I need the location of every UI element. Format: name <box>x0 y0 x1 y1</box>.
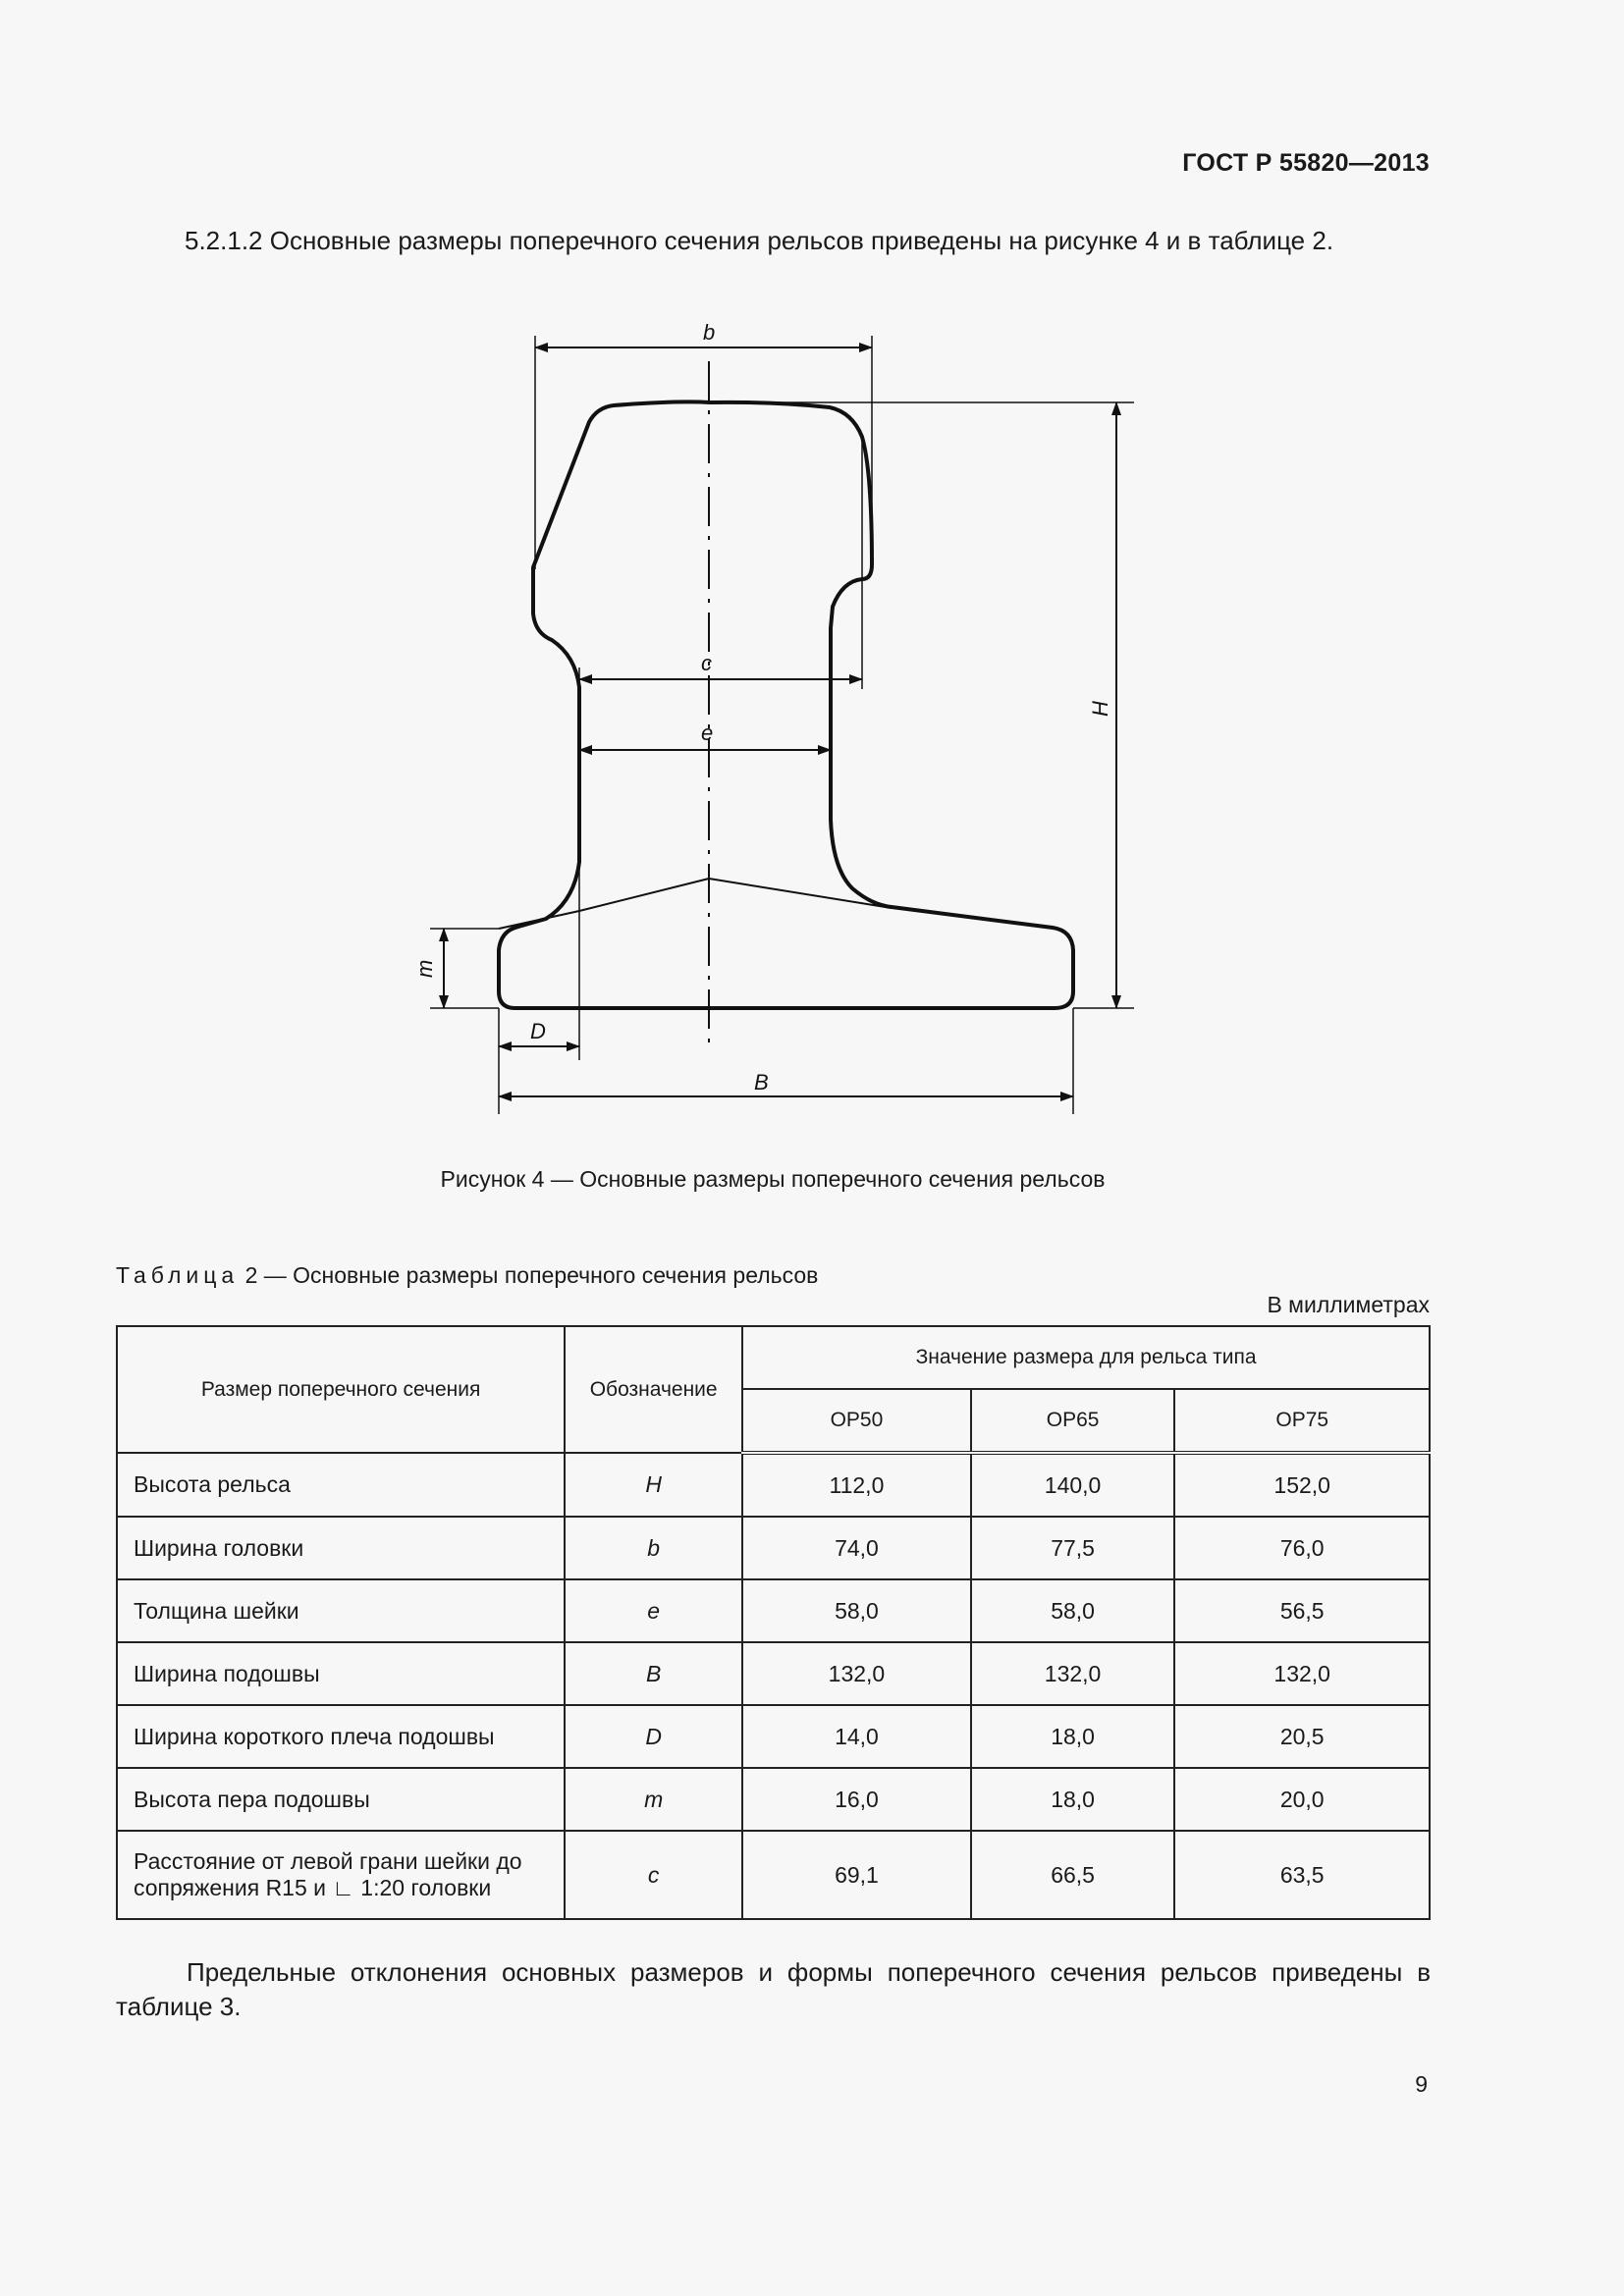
header-value-group: Значение размера для рельса типа <box>742 1326 1430 1389</box>
row-value: 20,0 <box>1174 1768 1430 1831</box>
label-D: D <box>530 1019 546 1043</box>
label-H: H <box>1088 701 1112 717</box>
table-title <box>116 1262 818 1289</box>
table-row <box>117 1831 1430 1919</box>
figure-caption: Рисунок 4 — Основные размеры поперечного сечения рельсов <box>440 1166 1106 1192</box>
header-size: Размер поперечного сечения <box>117 1326 565 1453</box>
row-name: Ширина подошвы <box>117 1642 565 1705</box>
table-row <box>117 1705 1430 1768</box>
closing-text: Предельные отклонения основных размеров и формы поперечного сечения рельсов приведены в таблице 3. <box>116 1957 1431 2021</box>
row-value: 18,0 <box>971 1768 1175 1831</box>
row-value: 66,5 <box>971 1831 1175 1919</box>
row-symbol: e <box>565 1579 742 1642</box>
page-number: 9 <box>1415 2071 1428 2097</box>
row-value: 132,0 <box>971 1642 1175 1705</box>
row-value: 63,5 <box>1174 1831 1430 1919</box>
table-title-prefix: Таблица <box>116 1262 240 1288</box>
table-row <box>117 1453 1430 1517</box>
row-name: Ширина головки <box>117 1517 565 1579</box>
row-name: Ширина короткого плеча подошвы <box>117 1705 565 1768</box>
row-symbol: m <box>565 1768 742 1831</box>
rail-profile <box>499 401 1073 1008</box>
row-value: 132,0 <box>742 1642 971 1705</box>
row-value: 77,5 <box>971 1517 1175 1579</box>
row-value: 140,0 <box>971 1453 1175 1517</box>
row-value: 56,5 <box>1174 1579 1430 1642</box>
row-name-line: Расстояние от левой грани шейки до <box>134 1848 522 1874</box>
table-row <box>117 1517 1430 1579</box>
header-type: ОР75 <box>1174 1389 1430 1453</box>
row-symbol: D <box>565 1705 742 1768</box>
table-row <box>117 1768 1430 1831</box>
closing-paragraph <box>116 1955 1431 2024</box>
dimensions-table <box>116 1325 1431 1920</box>
table-units: В миллиметрах <box>1267 1292 1430 1317</box>
table-title-text: 2 — Основные размеры поперечного сечения рельсов <box>239 1262 819 1288</box>
row-name: Толщина шейки <box>117 1579 565 1642</box>
row-name: Высота рельса <box>117 1453 565 1517</box>
label-e: e <box>701 721 714 745</box>
table-row <box>117 1579 1430 1642</box>
row-value: 152,0 <box>1174 1453 1430 1517</box>
row-value: 76,0 <box>1174 1517 1430 1579</box>
label-b: b <box>703 320 716 345</box>
label-m: m <box>412 959 437 978</box>
row-value: 132,0 <box>1174 1642 1430 1705</box>
table-row <box>117 1642 1430 1705</box>
row-value: 112,0 <box>742 1453 971 1517</box>
row-symbol: c <box>565 1831 742 1919</box>
row-value: 20,5 <box>1174 1705 1430 1768</box>
row-symbol: H <box>565 1453 742 1517</box>
label-B: B <box>754 1070 769 1095</box>
row-symbol: b <box>565 1517 742 1579</box>
header-type: ОР50 <box>742 1389 971 1453</box>
intro-paragraph: 5.2.1.2 Основные размеры поперечного сечения рельсов приведены на рисунке 4 и в таблице 2. <box>185 226 1334 255</box>
row-name-line: сопряжения R15 и ∟ 1:20 головки <box>134 1875 492 1900</box>
row-value: 18,0 <box>971 1705 1175 1768</box>
row-value: 69,1 <box>742 1831 971 1919</box>
row-value: 58,0 <box>971 1579 1175 1642</box>
header-type: ОР65 <box>971 1389 1175 1453</box>
header-designation: Обозначение <box>565 1326 742 1453</box>
row-value: 16,0 <box>742 1768 971 1831</box>
document-header: ГОСТ Р 55820—2013 <box>1182 149 1430 177</box>
row-value: 58,0 <box>742 1579 971 1642</box>
row-value: 74,0 <box>742 1517 971 1579</box>
row-value: 14,0 <box>742 1705 971 1768</box>
row-symbol: B <box>565 1642 742 1705</box>
row-name: Высота пера подошвы <box>117 1768 565 1831</box>
label-c: c <box>701 651 712 675</box>
row-name <box>117 1831 565 1919</box>
